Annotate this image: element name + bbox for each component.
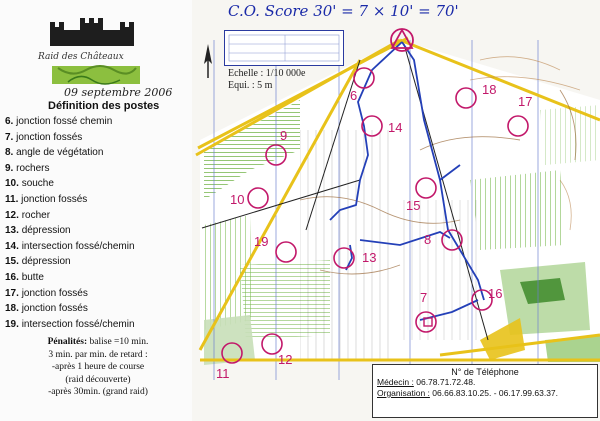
map-scale — [228, 68, 305, 92]
event-date: 09 septembre 2006 — [64, 86, 173, 99]
control-number: 11. — [5, 193, 19, 205]
control-number: 6. — [5, 116, 14, 127]
control-description: rocher — [21, 209, 51, 221]
control-label-13: 13 — [362, 250, 377, 265]
control-label-8: 8 — [424, 232, 432, 247]
legend-title: Définition des postes — [48, 100, 160, 112]
control-number: 19. — [5, 318, 19, 330]
organisation-row: Organisation : 06.66.83.10.25. - 06.17.99.63.37. — [377, 388, 559, 398]
control-description: rochers — [16, 162, 50, 174]
control-number: 10. — [5, 178, 19, 190]
control-description-item — [5, 192, 135, 208]
penalty-line-1: Pénalités: balise =10 min. — [47, 337, 149, 347]
control-label-10: 10 — [230, 192, 245, 207]
control-number: 7. — [5, 131, 14, 143]
control-description: angle de végétation — [16, 147, 104, 159]
control-label-17: 17 — [518, 94, 533, 109]
control-description-item — [5, 301, 135, 317]
control-number: 12. — [5, 209, 19, 221]
control-number: 8. — [5, 147, 14, 159]
event-title: Raid des Châteaux — [38, 52, 124, 62]
control-label-9: 9 — [280, 128, 288, 143]
control-description-item — [5, 161, 135, 177]
control-number: 9. — [5, 162, 14, 174]
control-description-item — [5, 270, 135, 286]
penalty-line-2: 3 min. par min. de retard : — [48, 349, 148, 360]
control-label-6: 6 — [350, 88, 358, 103]
control-description-item — [5, 286, 135, 302]
control-label-7: 7 — [420, 290, 428, 305]
control-number: 15. — [5, 256, 19, 268]
control-label-11: 11 — [216, 366, 230, 381]
control-label-15: 15 — [406, 198, 421, 213]
control-description-item — [5, 239, 135, 255]
control-label-12: 12 — [278, 352, 293, 367]
control-description: jonction fossés — [21, 193, 88, 205]
control-description-item — [5, 130, 135, 146]
control-number: 14. — [5, 240, 19, 252]
penalty-line-3: -après 1 heure de course — [51, 362, 145, 372]
control-number: 17. — [5, 287, 19, 299]
control-label-14: 14 — [388, 120, 403, 135]
control-number: 16. — [5, 271, 19, 283]
control-description: jonction fossé chemin — [16, 116, 113, 127]
control-label-18: 18 — [482, 82, 497, 97]
control-description-item — [5, 317, 135, 333]
control-description: dépression — [21, 225, 71, 237]
control-description: intersection fossé/chemin — [21, 318, 135, 330]
control-description: jonction fossés — [21, 287, 88, 299]
control-description: dépression — [21, 256, 71, 268]
legend-panel — [0, 0, 192, 421]
control-description: souche — [21, 178, 54, 190]
phone-title: N° de Téléphone — [451, 367, 519, 377]
control-description-list — [5, 114, 135, 332]
equidistance-label: Equi. : 5 m — [228, 80, 273, 91]
penalty-line-4: (raid découverte) — [65, 374, 131, 385]
control-description: jonction fossés — [21, 303, 88, 315]
control-number: 18. — [5, 303, 19, 315]
control-description-item — [5, 114, 135, 130]
control-description: intersection fossé/chemin — [21, 240, 135, 252]
control-label-16: 16 — [488, 286, 503, 301]
penalties-block — [8, 336, 188, 399]
control-label-19: 19 — [254, 234, 269, 249]
control-description-item — [5, 176, 135, 192]
control-description-item — [5, 254, 135, 270]
map-info-box — [224, 30, 344, 66]
handwritten-course-note: C.O. Score 30' = 7 × 10' = 70' — [228, 2, 459, 20]
control-number: 13. — [5, 225, 19, 237]
event-logo — [28, 8, 178, 99]
phone-info-box — [372, 364, 598, 418]
scale-label: Echelle : 1/10 000e — [228, 68, 306, 79]
control-description-item — [5, 223, 135, 239]
control-description: jonction fossés — [16, 131, 83, 143]
penalty-line-5: -après 30min. (grand raid) — [48, 387, 148, 397]
control-description-item — [5, 208, 135, 224]
control-description-item — [5, 145, 135, 161]
control-description: butte — [21, 271, 44, 283]
medecin-row: Médecin : 06.78.71.72.48. — [377, 377, 476, 387]
